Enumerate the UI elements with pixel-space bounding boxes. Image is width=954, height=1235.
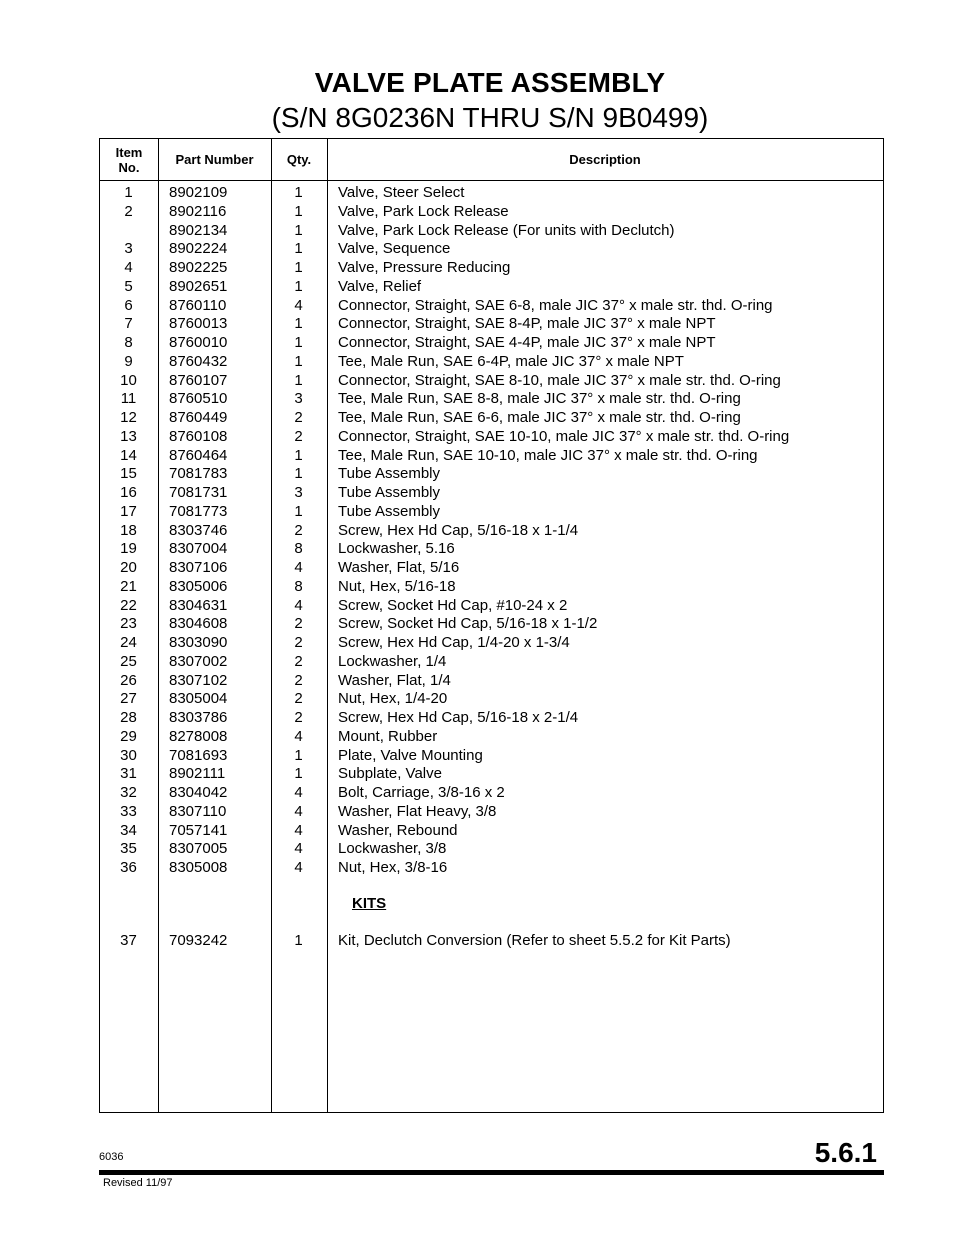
item-number-cell: 7 <box>124 315 133 333</box>
column-header-item-no: Item No. <box>115 144 143 175</box>
item-number-cell: 36 <box>120 859 137 876</box>
description-cell: Valve, Park Lock Release <box>338 202 509 220</box>
quantity-cell: 1 <box>294 502 303 520</box>
quantity-cell: 1 <box>294 446 303 464</box>
table-row <box>100 784 883 803</box>
description-cell: Valve, Relief <box>338 277 422 295</box>
quantity-cell: 1 <box>294 352 303 370</box>
part-number-cell: 8307005 <box>169 840 228 858</box>
item-number-cell: 9 <box>124 352 133 370</box>
column-header-description: Description <box>569 152 641 167</box>
part-number-cell: 8304042 <box>169 784 228 801</box>
table-row <box>100 653 883 672</box>
item-number-cell: 29 <box>120 727 137 745</box>
column-header-qty: Qty. <box>286 152 312 167</box>
quantity-cell: 1 <box>294 184 303 201</box>
item-number-cell: 21 <box>120 577 137 595</box>
column-header-part-number: Part Number <box>175 152 254 167</box>
table-row <box>100 240 883 259</box>
page-number: 5.6.1 <box>814 1137 877 1168</box>
parts-table <box>99 138 884 1113</box>
table-row <box>100 540 883 559</box>
description-cell: Nut, Hex, 1/4-20 <box>338 690 448 708</box>
item-number-cell: 13 <box>120 427 137 445</box>
quantity-cell: 8 <box>294 540 303 558</box>
part-number-cell: 8902116 <box>169 202 227 220</box>
quantity-cell: 1 <box>294 746 303 764</box>
table-row <box>100 353 883 372</box>
quantity-cell: 4 <box>294 727 303 745</box>
description-cell: Washer, Flat Heavy, 3/8 <box>338 802 497 820</box>
item-number-cell: 5 <box>124 277 133 295</box>
item-number-cell: 14 <box>120 446 137 464</box>
kit-rows <box>100 932 883 951</box>
part-number-cell: 8760108 <box>169 427 228 445</box>
description-cell: Connector, Straight, SAE 4-4P, male JIC 37° x male NPT <box>338 334 716 351</box>
table-row <box>100 278 883 297</box>
quantity-cell: 3 <box>294 390 303 408</box>
description-cell: Washer, Rebound <box>338 821 458 839</box>
table-row <box>100 447 883 466</box>
description-cell: Valve, Pressure Reducing <box>338 259 511 276</box>
quantity-cell: 1 <box>294 315 303 333</box>
table-row <box>100 859 883 878</box>
table-row <box>100 728 883 747</box>
table-row <box>100 672 883 691</box>
part-number-cell: 7081783 <box>169 465 228 483</box>
part-number-cell: 8303746 <box>169 521 228 539</box>
part-number-cell: 8307102 <box>169 671 228 689</box>
item-number-cell: 28 <box>120 709 137 726</box>
quantity-cell: 2 <box>294 652 303 670</box>
serial-range-subtitle: (S/N 8G0236N THRU S/N 9B0499) <box>271 102 709 133</box>
description-cell: Tube Assembly <box>338 502 440 520</box>
table-row <box>100 747 883 766</box>
table-row <box>100 428 883 447</box>
quantity-cell: 1 <box>294 334 303 351</box>
part-number-cell: 7081731 <box>169 484 228 501</box>
description-cell: Tee, Male Run, SAE 6-4P, male JIC 37° x male NPT <box>338 352 684 370</box>
quantity-cell: 1 <box>294 371 303 389</box>
description-cell: Nut, Hex, 3/8-16 <box>338 859 448 876</box>
part-number-cell: 7081773 <box>169 502 228 520</box>
part-number-cell: 8760449 <box>169 409 228 426</box>
document-code: 6036 <box>99 1151 124 1163</box>
item-number-cell: 35 <box>120 840 137 858</box>
description-cell: Screw, Socket Hd Cap, #10-24 x 2 <box>338 596 568 614</box>
item-number-cell: 37 <box>120 932 137 949</box>
description-cell: Nut, Hex, 5/16-18 <box>338 577 456 595</box>
description-cell: Connector, Straight, SAE 8-10, male JIC 37° x male str. thd. O-ring <box>338 371 781 389</box>
description-cell: Screw, Hex Hd Cap, 5/16-18 x 2-1/4 <box>338 709 579 726</box>
item-number-cell: 8 <box>124 334 133 351</box>
table-row <box>100 822 883 841</box>
quantity-cell: 1 <box>294 465 303 483</box>
quantity-cell: 4 <box>294 802 303 820</box>
description-cell: Plate, Valve Mounting <box>338 746 483 764</box>
description-cell: Lockwasher, 3/8 <box>338 840 447 858</box>
kits-heading: KITS <box>352 895 387 912</box>
item-number-cell: 33 <box>120 802 137 820</box>
item-number-cell: 19 <box>120 540 137 558</box>
description-cell: Mount, Rubber <box>338 727 438 745</box>
description-cell: Valve, Sequence <box>338 240 451 258</box>
table-row <box>100 803 883 822</box>
part-number-cell: 8760110 <box>169 296 227 314</box>
description-cell: Washer, Flat, 5/16 <box>338 559 460 576</box>
part-number-cell: 8278008 <box>169 727 228 745</box>
item-number-cell: 16 <box>120 484 137 501</box>
table-row <box>100 597 883 616</box>
quantity-cell: 1 <box>294 221 303 239</box>
part-number-cell: 8307106 <box>169 559 228 576</box>
part-number-cell: 7093242 <box>169 932 228 949</box>
quantity-cell: 2 <box>294 521 303 539</box>
table-row <box>100 709 883 728</box>
table-row <box>100 559 883 578</box>
quantity-cell: 1 <box>294 259 303 276</box>
table-row <box>100 690 883 709</box>
item-number-cell: 23 <box>120 615 137 633</box>
part-number-cell: 8902111 <box>169 765 226 783</box>
part-number-cell: 8307004 <box>169 540 228 558</box>
table-row <box>100 297 883 316</box>
table-row <box>100 634 883 653</box>
quantity-cell: 4 <box>294 559 303 576</box>
item-number-cell: 17 <box>120 502 137 520</box>
table-row <box>100 334 883 353</box>
item-number-cell: 2 <box>124 202 133 220</box>
item-number-cell: 27 <box>120 690 137 708</box>
description-cell: Connector, Straight, SAE 8-4P, male JIC 37° x male NPT <box>338 315 716 333</box>
description-cell: Connector, Straight, SAE 6-8, male JIC 37° x male str. thd. O-ring <box>338 296 773 314</box>
part-number-cell: 8305006 <box>169 577 228 595</box>
item-number-cell: 10 <box>120 371 137 389</box>
part-number-cell: 8304608 <box>169 615 228 633</box>
table-row <box>100 503 883 522</box>
table-row <box>100 932 883 951</box>
description-cell: Valve, Park Lock Release (For units with Declutch) <box>338 221 675 239</box>
description-cell: Tube Assembly <box>338 484 440 501</box>
description-cell: Washer, Flat, 1/4 <box>338 671 451 689</box>
item-number-cell: 3 <box>124 240 133 258</box>
table-row <box>100 315 883 334</box>
part-number-cell: 8760510 <box>169 390 228 408</box>
table-row <box>100 840 883 859</box>
item-number-cell: 26 <box>120 671 137 689</box>
item-number-cell: 1 <box>124 184 133 201</box>
description-cell: Screw, Socket Hd Cap, 5/16-18 x 1-1/2 <box>338 615 598 633</box>
quantity-cell: 8 <box>294 577 303 595</box>
table-row <box>100 765 883 784</box>
part-number-cell: 8760464 <box>169 446 228 464</box>
quantity-cell: 1 <box>294 202 303 220</box>
footer-rule <box>99 1170 884 1175</box>
item-number-cell: 32 <box>120 784 137 801</box>
description-cell: Bolt, Carriage, 3/8-16 x 2 <box>338 784 505 801</box>
description-cell: Tee, Male Run, SAE 6-6, male JIC 37° x male str. thd. O-ring <box>338 409 741 426</box>
part-number-cell: 8760432 <box>169 352 228 370</box>
table-row <box>100 578 883 597</box>
table-row <box>100 184 883 203</box>
quantity-cell: 2 <box>294 690 303 708</box>
part-number-cell: 8760010 <box>169 334 228 351</box>
part-number-cell: 8303090 <box>169 634 228 651</box>
item-number-cell: 22 <box>120 596 137 614</box>
quantity-cell: 4 <box>294 784 303 801</box>
part-number-cell: 8902109 <box>169 184 228 201</box>
part-number-cell: 8305008 <box>169 859 228 876</box>
part-number-cell: 8902651 <box>169 277 228 295</box>
item-number-cell: 25 <box>120 652 137 670</box>
description-cell: Screw, Hex Hd Cap, 5/16-18 x 1-1/4 <box>338 521 579 539</box>
item-number-cell: 18 <box>120 521 137 539</box>
description-cell: Kit, Declutch Conversion (Refer to sheet 5.5.2 for Kit Parts) <box>338 932 731 949</box>
quantity-cell: 4 <box>294 296 303 314</box>
quantity-cell: 2 <box>294 409 303 426</box>
quantity-cell: 1 <box>294 765 303 783</box>
part-number-cell: 8305004 <box>169 690 228 708</box>
item-number-cell: 11 <box>120 390 137 408</box>
quantity-cell: 4 <box>294 840 303 858</box>
part-number-cell: 8760013 <box>169 315 228 333</box>
quantity-cell: 1 <box>294 277 303 295</box>
item-number-cell: 15 <box>120 465 137 483</box>
description-cell: Screw, Hex Hd Cap, 1/4-20 x 1-3/4 <box>338 634 570 651</box>
table-row <box>100 390 883 409</box>
part-number-cell: 8902225 <box>169 259 228 276</box>
item-number-cell: 20 <box>120 559 137 576</box>
description-cell: Tee, Male Run, SAE 10-10, male JIC 37° x male str. thd. O-ring <box>338 446 758 464</box>
item-number-cell: 6 <box>124 296 133 314</box>
table-row <box>100 222 883 241</box>
quantity-cell: 3 <box>294 484 303 501</box>
quantity-cell: 2 <box>294 615 303 633</box>
part-number-cell: 8760107 <box>169 371 228 389</box>
part-number-cell: 8902134 <box>169 221 228 239</box>
quantity-cell: 4 <box>294 596 303 614</box>
table-row <box>100 259 883 278</box>
quantity-cell: 2 <box>294 427 303 445</box>
table-row <box>100 409 883 428</box>
description-cell: Connector, Straight, SAE 10-10, male JIC 37° x male str. thd. O-ring <box>338 427 790 445</box>
item-number-cell: 24 <box>120 634 137 651</box>
quantity-cell: 2 <box>294 709 303 726</box>
header-divider <box>100 180 883 181</box>
part-number-cell: 8902224 <box>169 240 228 258</box>
part-number-cell: 8307110 <box>169 802 227 820</box>
description-cell: Tee, Male Run, SAE 8-8, male JIC 37° x male str. thd. O-ring <box>338 390 741 408</box>
item-number-cell: 30 <box>120 746 137 764</box>
table-row <box>100 522 883 541</box>
description-cell: Valve, Steer Select <box>338 184 465 201</box>
quantity-cell: 1 <box>294 932 303 949</box>
part-number-cell: 8303786 <box>169 709 228 726</box>
table-row <box>100 203 883 222</box>
description-cell: Lockwasher, 5.16 <box>338 540 455 558</box>
part-number-cell: 8304631 <box>169 596 228 614</box>
item-number-cell: 31 <box>120 765 137 783</box>
quantity-cell: 4 <box>294 859 303 876</box>
table-row <box>100 615 883 634</box>
page-title: VALVE PLATE ASSEMBLY <box>314 67 666 98</box>
item-number-cell: 4 <box>124 259 133 276</box>
quantity-cell: 2 <box>294 634 303 651</box>
quantity-cell: 1 <box>294 240 303 258</box>
item-number-cell: 12 <box>120 409 137 426</box>
description-cell: Tube Assembly <box>338 465 440 483</box>
table-row <box>100 465 883 484</box>
revision-date: Revised 11/97 <box>103 1177 173 1189</box>
part-number-cell: 7057141 <box>169 821 228 839</box>
parts-rows <box>100 184 883 878</box>
item-number-cell: 34 <box>120 821 137 839</box>
part-number-cell: 8307002 <box>169 652 228 670</box>
table-row <box>100 372 883 391</box>
part-number-cell: 7081693 <box>169 746 228 764</box>
quantity-cell: 2 <box>294 671 303 689</box>
description-cell: Lockwasher, 1/4 <box>338 652 447 670</box>
quantity-cell: 4 <box>294 821 303 839</box>
description-cell: Subplate, Valve <box>338 765 442 783</box>
table-row <box>100 484 883 503</box>
